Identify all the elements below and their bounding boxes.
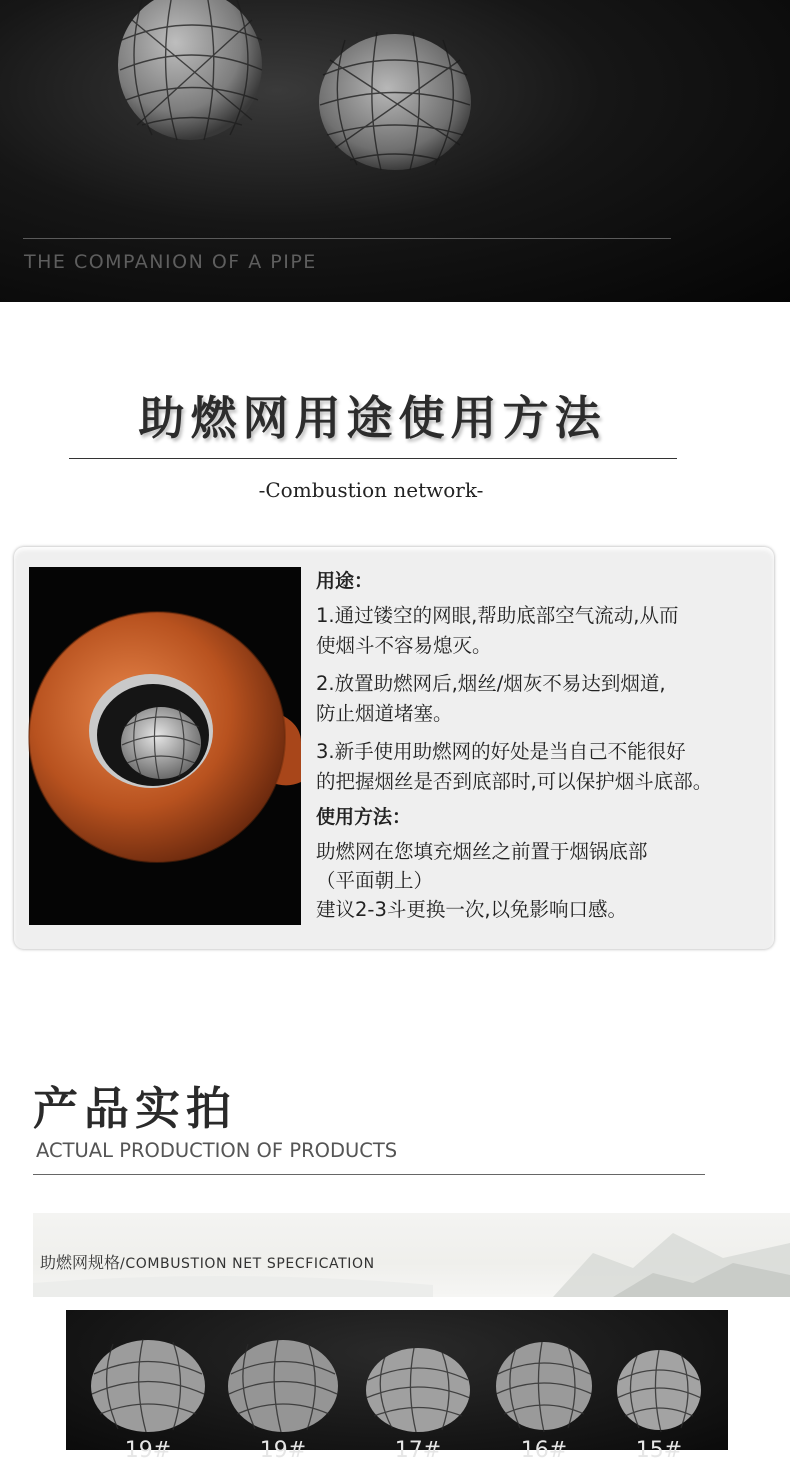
spec-size-3: 17# [394,1438,442,1463]
usage-section-title: 助燃网用途使用方法 [138,391,607,445]
spec-item-2 [223,1324,343,1463]
purpose-item-3-line-1: 3.新手使用助燃网的好处是当自己不能很好 [316,740,686,763]
spec-label-en: /COMBUSTION NET SPECFICATION [120,1256,375,1272]
usage-card [14,547,774,949]
mesh-screen-size-4-image [484,1324,604,1434]
hero-divider [23,238,671,239]
purpose-item-1-line-2: 使烟斗不容易熄灭。 [316,634,492,657]
usage-description [316,567,786,924]
spec-label-cn: 助燃网规格 [40,1253,121,1272]
purpose-item-2 [316,669,786,729]
spec-size-1: 19# [124,1438,172,1463]
spec-item-5 [599,1324,719,1463]
mesh-screen-size-3-image [358,1324,478,1434]
hero-banner [0,0,790,302]
method-line-2: （平面朝上） [316,869,434,892]
spec-size-4: 16# [520,1438,568,1463]
purpose-item-1 [316,601,786,661]
spec-size-2: 19# [259,1438,307,1463]
purpose-item-3-line-2: 的把握烟丝是否到底部时,可以保护烟斗底部。 [316,770,713,793]
method-heading: 使用方法： [316,806,412,828]
purpose-item-3 [316,737,786,797]
mesh-screen-size-1-image [88,1324,208,1434]
mesh-screen-size-2-image [223,1324,343,1434]
spec-label [40,1250,375,1273]
purpose-item-2-line-2: 防止烟道堵塞。 [316,702,453,725]
mesh-screen-right-image [315,30,475,175]
pipe-with-mesh-image [29,567,301,925]
spec-item-1 [88,1324,208,1463]
usage-title-divider [69,458,677,459]
pipe-bowl-photo [29,567,301,925]
mesh-screen-left-image [112,0,272,150]
products-section-title: 产品实拍 [33,1082,238,1135]
mesh-screen-size-5-image [599,1324,719,1434]
purpose-item-1-line-1: 1.通过镂空的网眼,帮助底部空气流动,从而 [316,604,679,627]
spec-size-5: 15# [635,1438,683,1463]
usage-section-subtitle: -Combustion network- [258,478,484,502]
method-line-3: 建议2-3斗更换一次,以免影响口感。 [316,898,628,921]
purpose-item-2-line-1: 2.放置助燃网后,烟丝/烟灰不易达到烟道, [316,672,666,695]
spec-sizes-panel [66,1310,728,1463]
spec-item-3 [358,1324,478,1463]
hero-tagline: THE COMPANION OF A PIPE [24,251,317,273]
spec-item-4 [484,1324,604,1463]
purpose-heading: 用途： [316,570,374,592]
method-line-1: 助燃网在您填充烟丝之前置于烟锅底部 [316,840,648,863]
products-section-subtitle: ACTUAL PRODUCTION OF PRODUCTS [36,1139,398,1162]
products-divider [33,1174,705,1175]
